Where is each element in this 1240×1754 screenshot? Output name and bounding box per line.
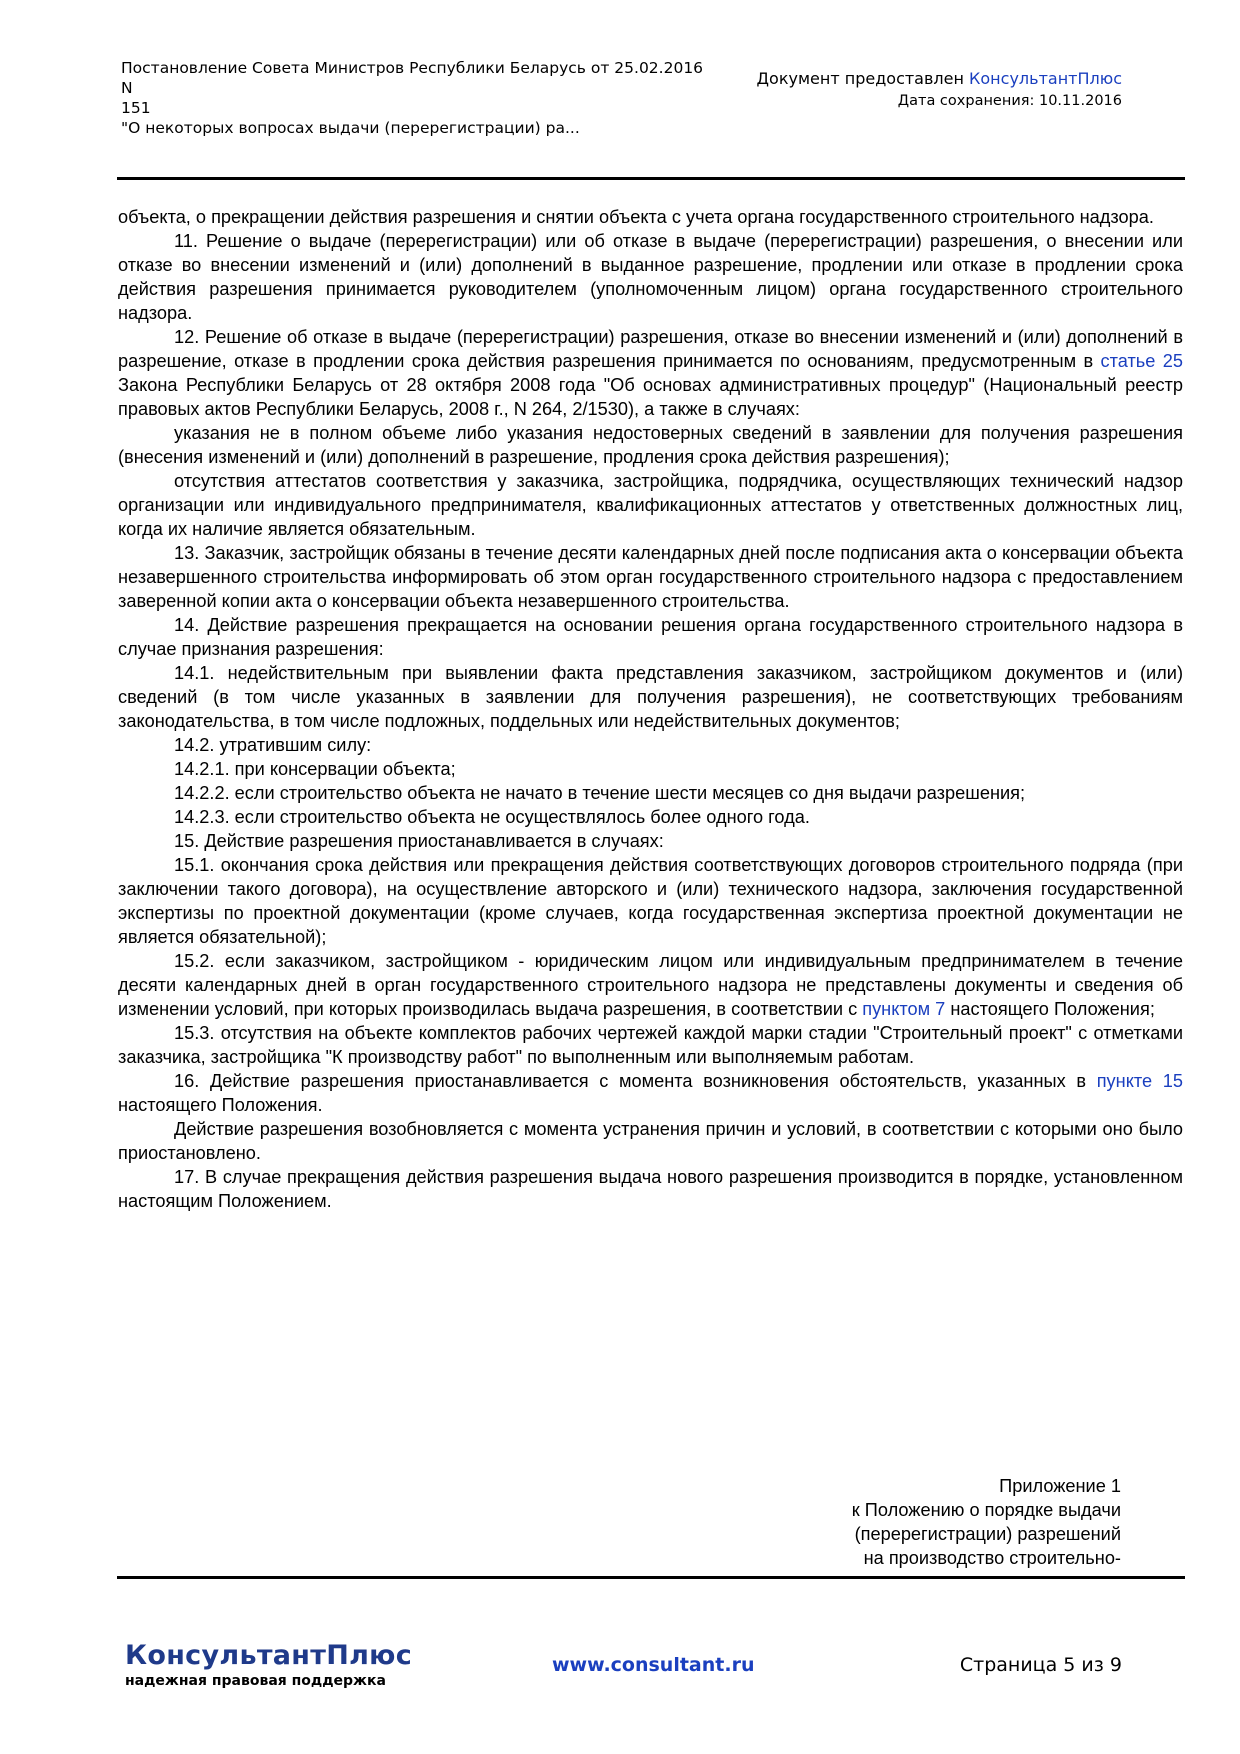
appendix-line: к Положению о порядке выдачи xyxy=(851,1500,1121,1520)
page-number: Страница 5 из 9 xyxy=(959,1654,1122,1676)
paragraph: 13. Заказчик, застройщик обязаны в течение десяти календарных дней после подписания акта о консервации объекта незавершенного строительства информировать об этом орган государственного строительного надзора с предоставлением заверенной копии акта о консервации объекта незавершенного строительства. xyxy=(118,543,1183,611)
document-title-line3: "О некоторых вопросах выдачи (перерегистрации) ра... xyxy=(121,119,580,137)
document-title-line2: 151 xyxy=(121,99,151,117)
website-link[interactable]: www.consultant.ru xyxy=(552,1654,755,1676)
paragraph: 14.2. утратившим силу: xyxy=(174,735,372,755)
paragraph: 14.2.2. если строительство объекта не начато в течение шести месяцев со дня выдачи разрешения; xyxy=(174,783,1026,803)
paragraph: объекта, о прекращении действия разрешения и снятии объекта с учета органа государственного строительного надзора. xyxy=(118,207,1154,227)
link-point-7[interactable]: пунктом 7 xyxy=(862,999,946,1019)
paragraph: 17. В случае прекращения действия разрешения выдача нового разрешения производится в порядке, установленном настоящим Положением. xyxy=(118,1167,1183,1211)
document-body xyxy=(118,205,1183,1213)
paragraph: 14. Действие разрешения прекращается на основании решения органа государственного строительного надзора в случае признания разрешения: xyxy=(118,615,1183,659)
consultant-logo xyxy=(125,1640,412,1689)
paragraph: 16. Действие разрешения приостанавливается с момента возникновения обстоятельств, указанных в пункте 15 настоящего Положения. xyxy=(118,1071,1184,1115)
paragraph: 15.3. отсутствия на объекте комплектов рабочих чертежей каждой марки стадии "Строительный проект" с отметками заказчика, застройщика "К производству работ" по выполненным или выполняемым работам. xyxy=(118,1023,1183,1067)
paragraph: 14.2.1. при консервации объекта; xyxy=(174,759,456,779)
paragraph: Действие разрешения возобновляется с момента устранения причин и условий, в соответствии с которыми оно было приостановлено. xyxy=(118,1119,1183,1163)
document-title xyxy=(121,58,711,138)
brand-name: КонсультантПлюс xyxy=(125,1640,413,1671)
footer-divider xyxy=(117,1576,1185,1579)
provided-prefix: Документ предоставлен xyxy=(756,69,970,88)
paragraph: 14.2.3. если строительство объекта не осуществлялось более одного года. xyxy=(174,807,810,827)
paragraph: 14.1. недействительным при выявлении факта представления заказчиком, застройщиком документов и (или) сведений (в том числе указанных в заявлении для получения разрешения), не соответствующих требованиям законодательства, в том числе подложных, поддельных или недействительных документов; xyxy=(118,663,1183,731)
appendix-heading xyxy=(852,1474,1121,1570)
link-article-25[interactable]: статье 25 xyxy=(1100,351,1183,371)
appendix-line: (перерегистрации) разрешений xyxy=(854,1524,1121,1544)
paragraph: 15. Действие разрешения приостанавливается в случаях: xyxy=(174,831,664,851)
paragraph: указания не в полном объеме либо указания недостоверных сведений в заявлении для получения разрешения (внесения изменений и (или) дополнений в разрешение, продления срока действия разрешения); xyxy=(118,423,1183,467)
document-title-line1: Постановление Совета Министров Республики Беларусь от 25.02.2016 N xyxy=(121,59,704,97)
provider-brand-link[interactable]: КонсультантПлюс xyxy=(969,69,1122,88)
paragraph: 15.1. окончания срока действия или прекращения действия соответствующих договоров строительного подряда (при заключении такого договора), на осуществление авторского и (или) технического надзора, заключения государственной экспертизы по проектной документации (кроме случаев, когда государственная экспертиза проектной документации не является обязательной); xyxy=(118,855,1183,947)
appendix-line: на производство строительно- xyxy=(863,1548,1121,1568)
paragraph: 11. Решение о выдаче (перерегистрации) или об отказе в выдаче (перерегистрации) разрешения, о внесении или отказе во внесении изменений и (или) дополнений в выданное разрешение, продлении или отказе в продлении срока действия разрешения принимается руководителем (уполномоченным лицом) органа государственного строительного надзора. xyxy=(118,231,1183,323)
save-date: Дата сохранения: 10.11.2016 xyxy=(897,93,1122,109)
appendix-line: Приложение 1 xyxy=(999,1476,1121,1496)
link-point-15[interactable]: пункте 15 xyxy=(1096,1071,1184,1091)
header-divider xyxy=(117,177,1185,180)
brand-slogan: надежная правовая поддержка xyxy=(125,1673,386,1689)
paragraph: отсутствия аттестатов соответствия у заказчика, застройщика, подрядчика, осуществляющих технический надзор организации или индивидуального предпринимателя, квалификационных аттестатов у ответственных должностных лиц, когда их наличие является обязательным. xyxy=(118,471,1183,539)
provided-by xyxy=(757,68,1122,90)
provider-info xyxy=(757,68,1122,112)
paragraph: 15.2. если заказчиком, застройщиком - юридическим лицом или индивидуальным предпринимателем в течение десяти календарных дней в орган государственного строительного надзора не представлены документы и сведения об изменении условий, при которых производилась выдача разрешения, в соответствии с пунктом 7 настоящего Положения; xyxy=(118,951,1183,1019)
paragraph: 12. Решение об отказе в выдаче (перерегистрации) разрешения, отказе во внесении изменений и (или) дополнений в разрешение, отказе в продлении срока действия разрешения принимается по основаниям, предусмотренным в статье 25 Закона Республики Беларусь от 28 октября 2008 года "Об основах административных процедур" (Национальный реестр правовых актов Республики Беларусь, 2008 г., N 264, 2/1530), а также в случаях: xyxy=(118,327,1183,419)
